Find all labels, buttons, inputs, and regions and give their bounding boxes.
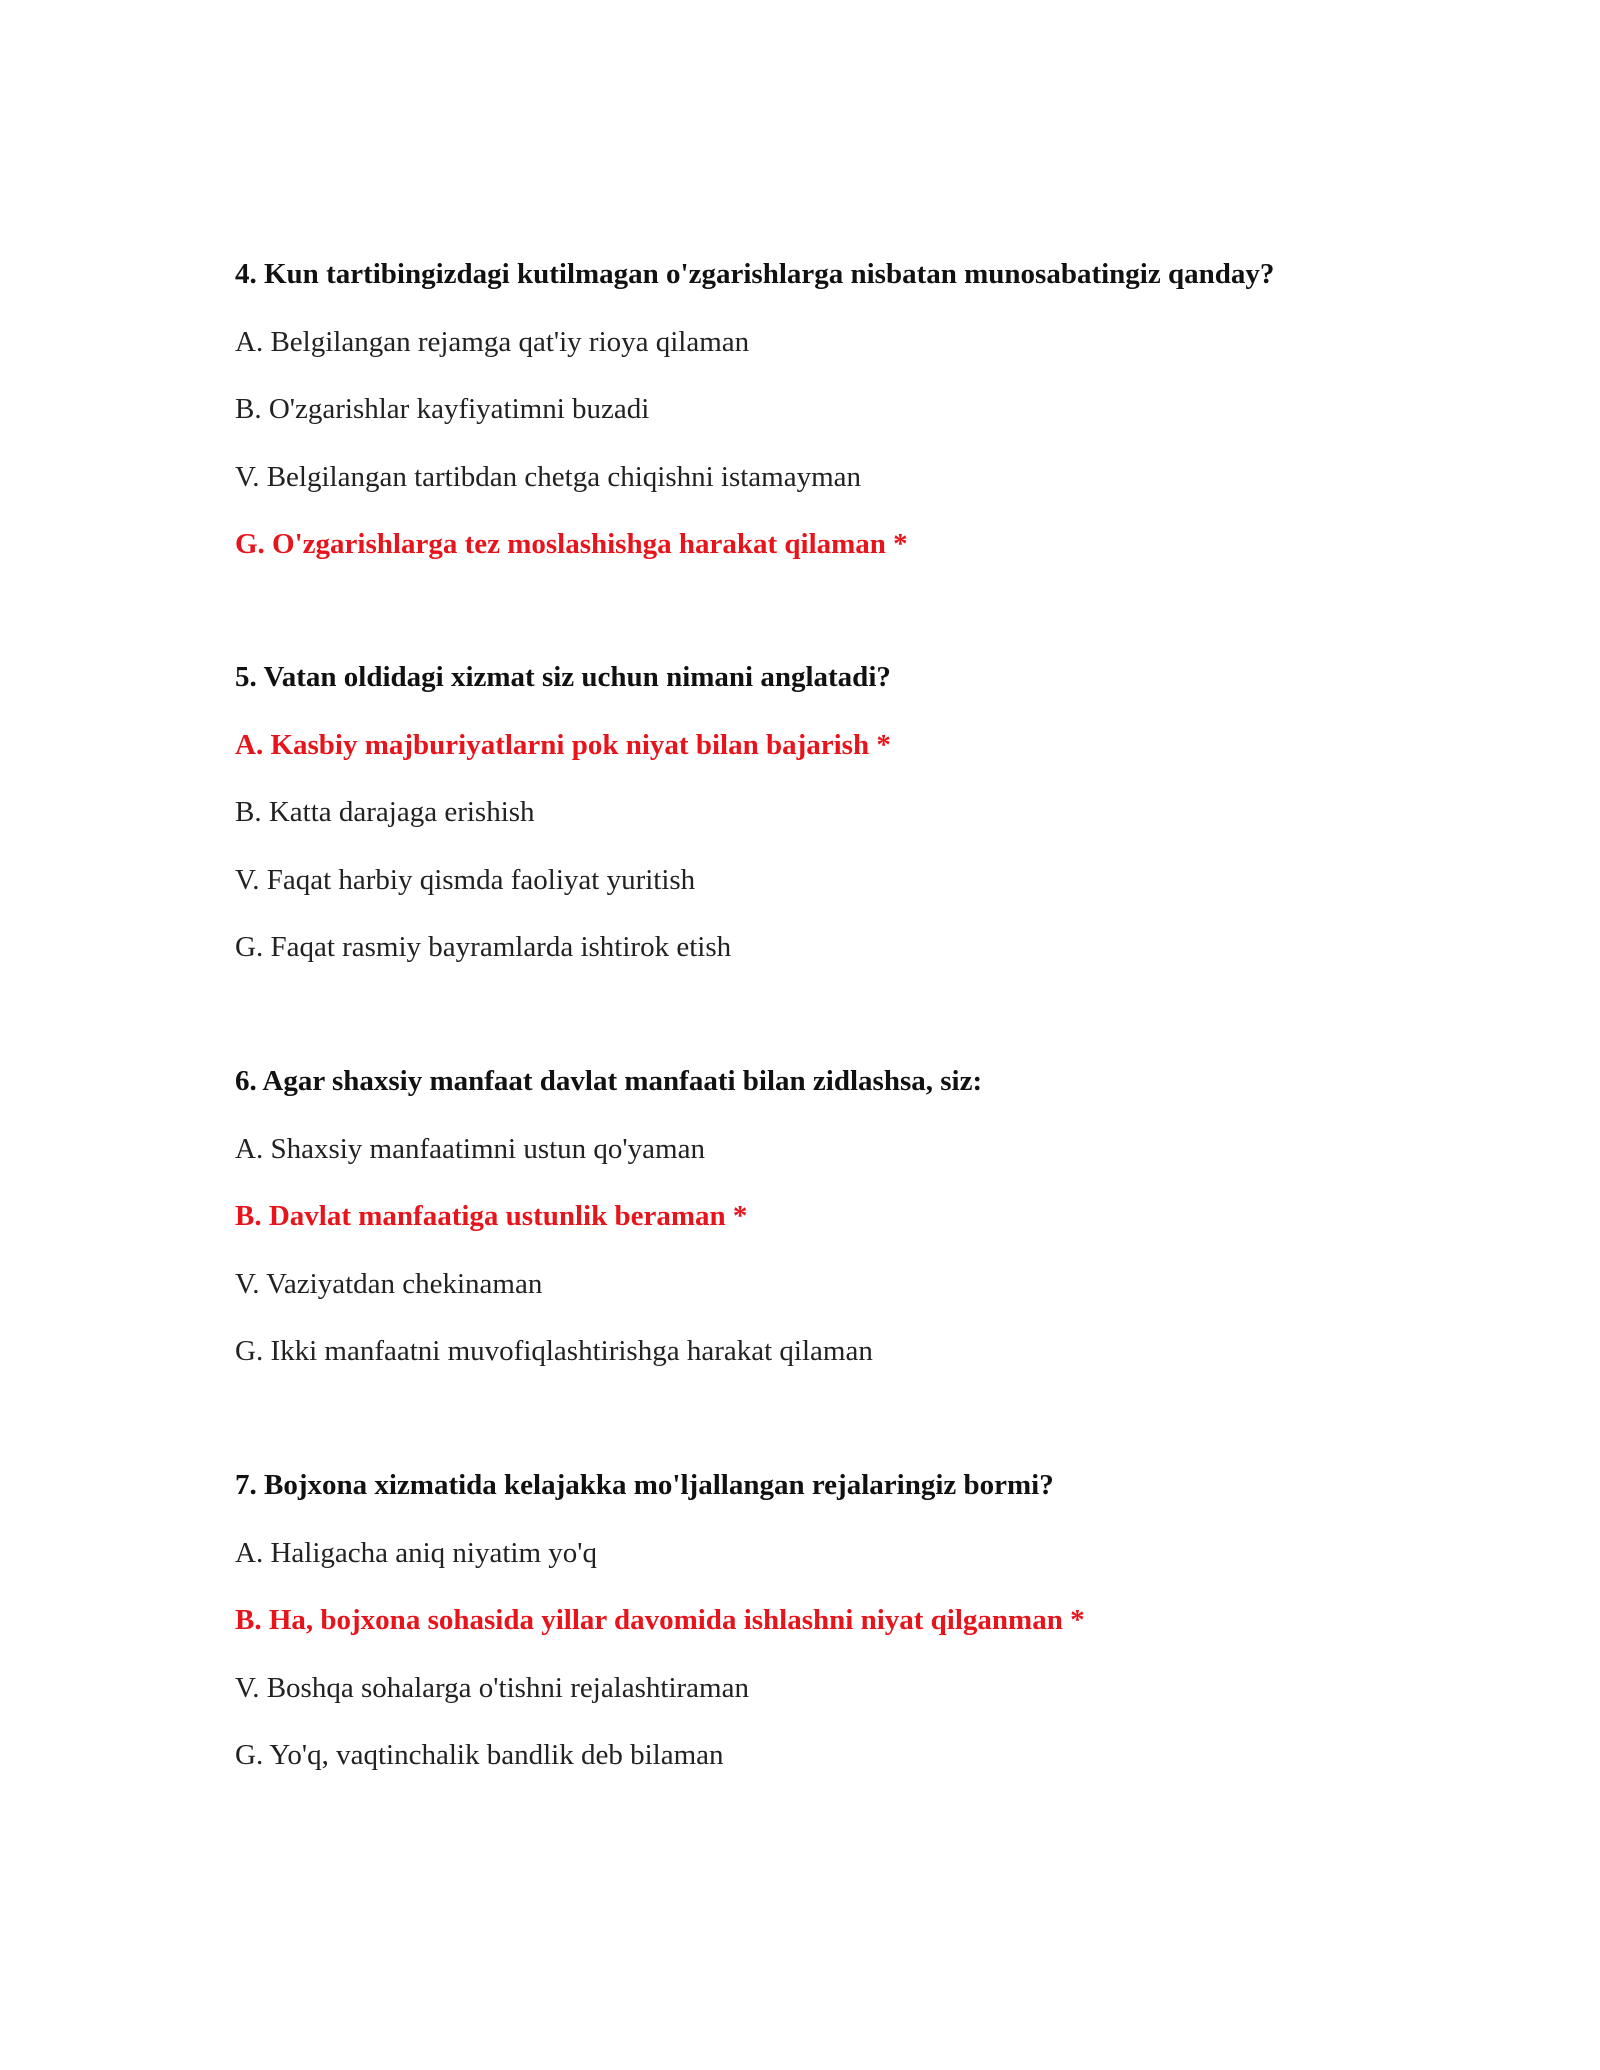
answer-option-v: V. Boshqa sohalarga o'tishni rejalashtiraman: [235, 1671, 749, 1704]
question-title: 5. Vatan oldidagi xizmat siz uchun nimani anglatadi?: [235, 661, 891, 693]
answer-option-b: B. Katta darajaga erishish: [235, 796, 535, 828]
answer-option-a: A. Shaxsiy manfaatimni ustun qo'yaman: [235, 1132, 705, 1165]
answer-option-a: A. Haligacha aniq niyatim yo'q: [235, 1536, 597, 1569]
question-title: 6. Agar shaxsiy manfaat davlat manfaati bilan zidlashsa, siz:: [235, 1065, 983, 1097]
answer-option-g: G. Ikki manfaatni muvofiqlashtirishga harakat qilaman: [235, 1335, 873, 1367]
answer-option-b-correct: B. Ha, bojxona sohasida yillar davomida ishlashni niyat qilganman *: [235, 1604, 1085, 1636]
question-title: 7. Bojxona xizmatida kelajakka mo'ljallangan rejalaringiz bormi?: [235, 1469, 1054, 1501]
answer-option-a: A. Belgilangan rejamga qat'iy rioya qilaman: [235, 325, 750, 358]
question-block-6: [235, 1063, 1435, 1401]
answer-option-v: V. Faqat harbiy qismda faoliyat yuritish: [235, 863, 696, 896]
answer-option-v: V. Belgilangan tartibdan chetga chiqishni istamayman: [235, 460, 862, 493]
answer-option-b: B. O'zgarishlar kayfiyatimni buzadi: [235, 393, 650, 425]
question-block-4: [235, 256, 1435, 594]
question-block-5: [235, 659, 1435, 997]
question-block-7: [235, 1467, 1435, 1805]
answer-option-v: V. Vaziyatdan chekinaman: [235, 1267, 543, 1300]
answer-option-b-correct: B. Davlat manfaatiga ustunlik beraman *: [235, 1200, 748, 1232]
question-title: 4. Kun tartibingizdagi kutilmagan o'zgarishlarga nisbatan munosabatingiz qanday?: [235, 258, 1275, 290]
answer-option-g: G. Yo'q, vaqtinchalik bandlik deb bilaman: [235, 1739, 724, 1771]
answer-option-g-correct: G. O'zgarishlarga tez moslashishga harakat qilaman *: [235, 528, 908, 560]
answer-option-g: G. Faqat rasmiy bayramlarda ishtirok etish: [235, 931, 732, 963]
answer-option-a-correct: A. Kasbiy majburiyatlarni pok niyat bilan bajarish *: [235, 728, 891, 761]
